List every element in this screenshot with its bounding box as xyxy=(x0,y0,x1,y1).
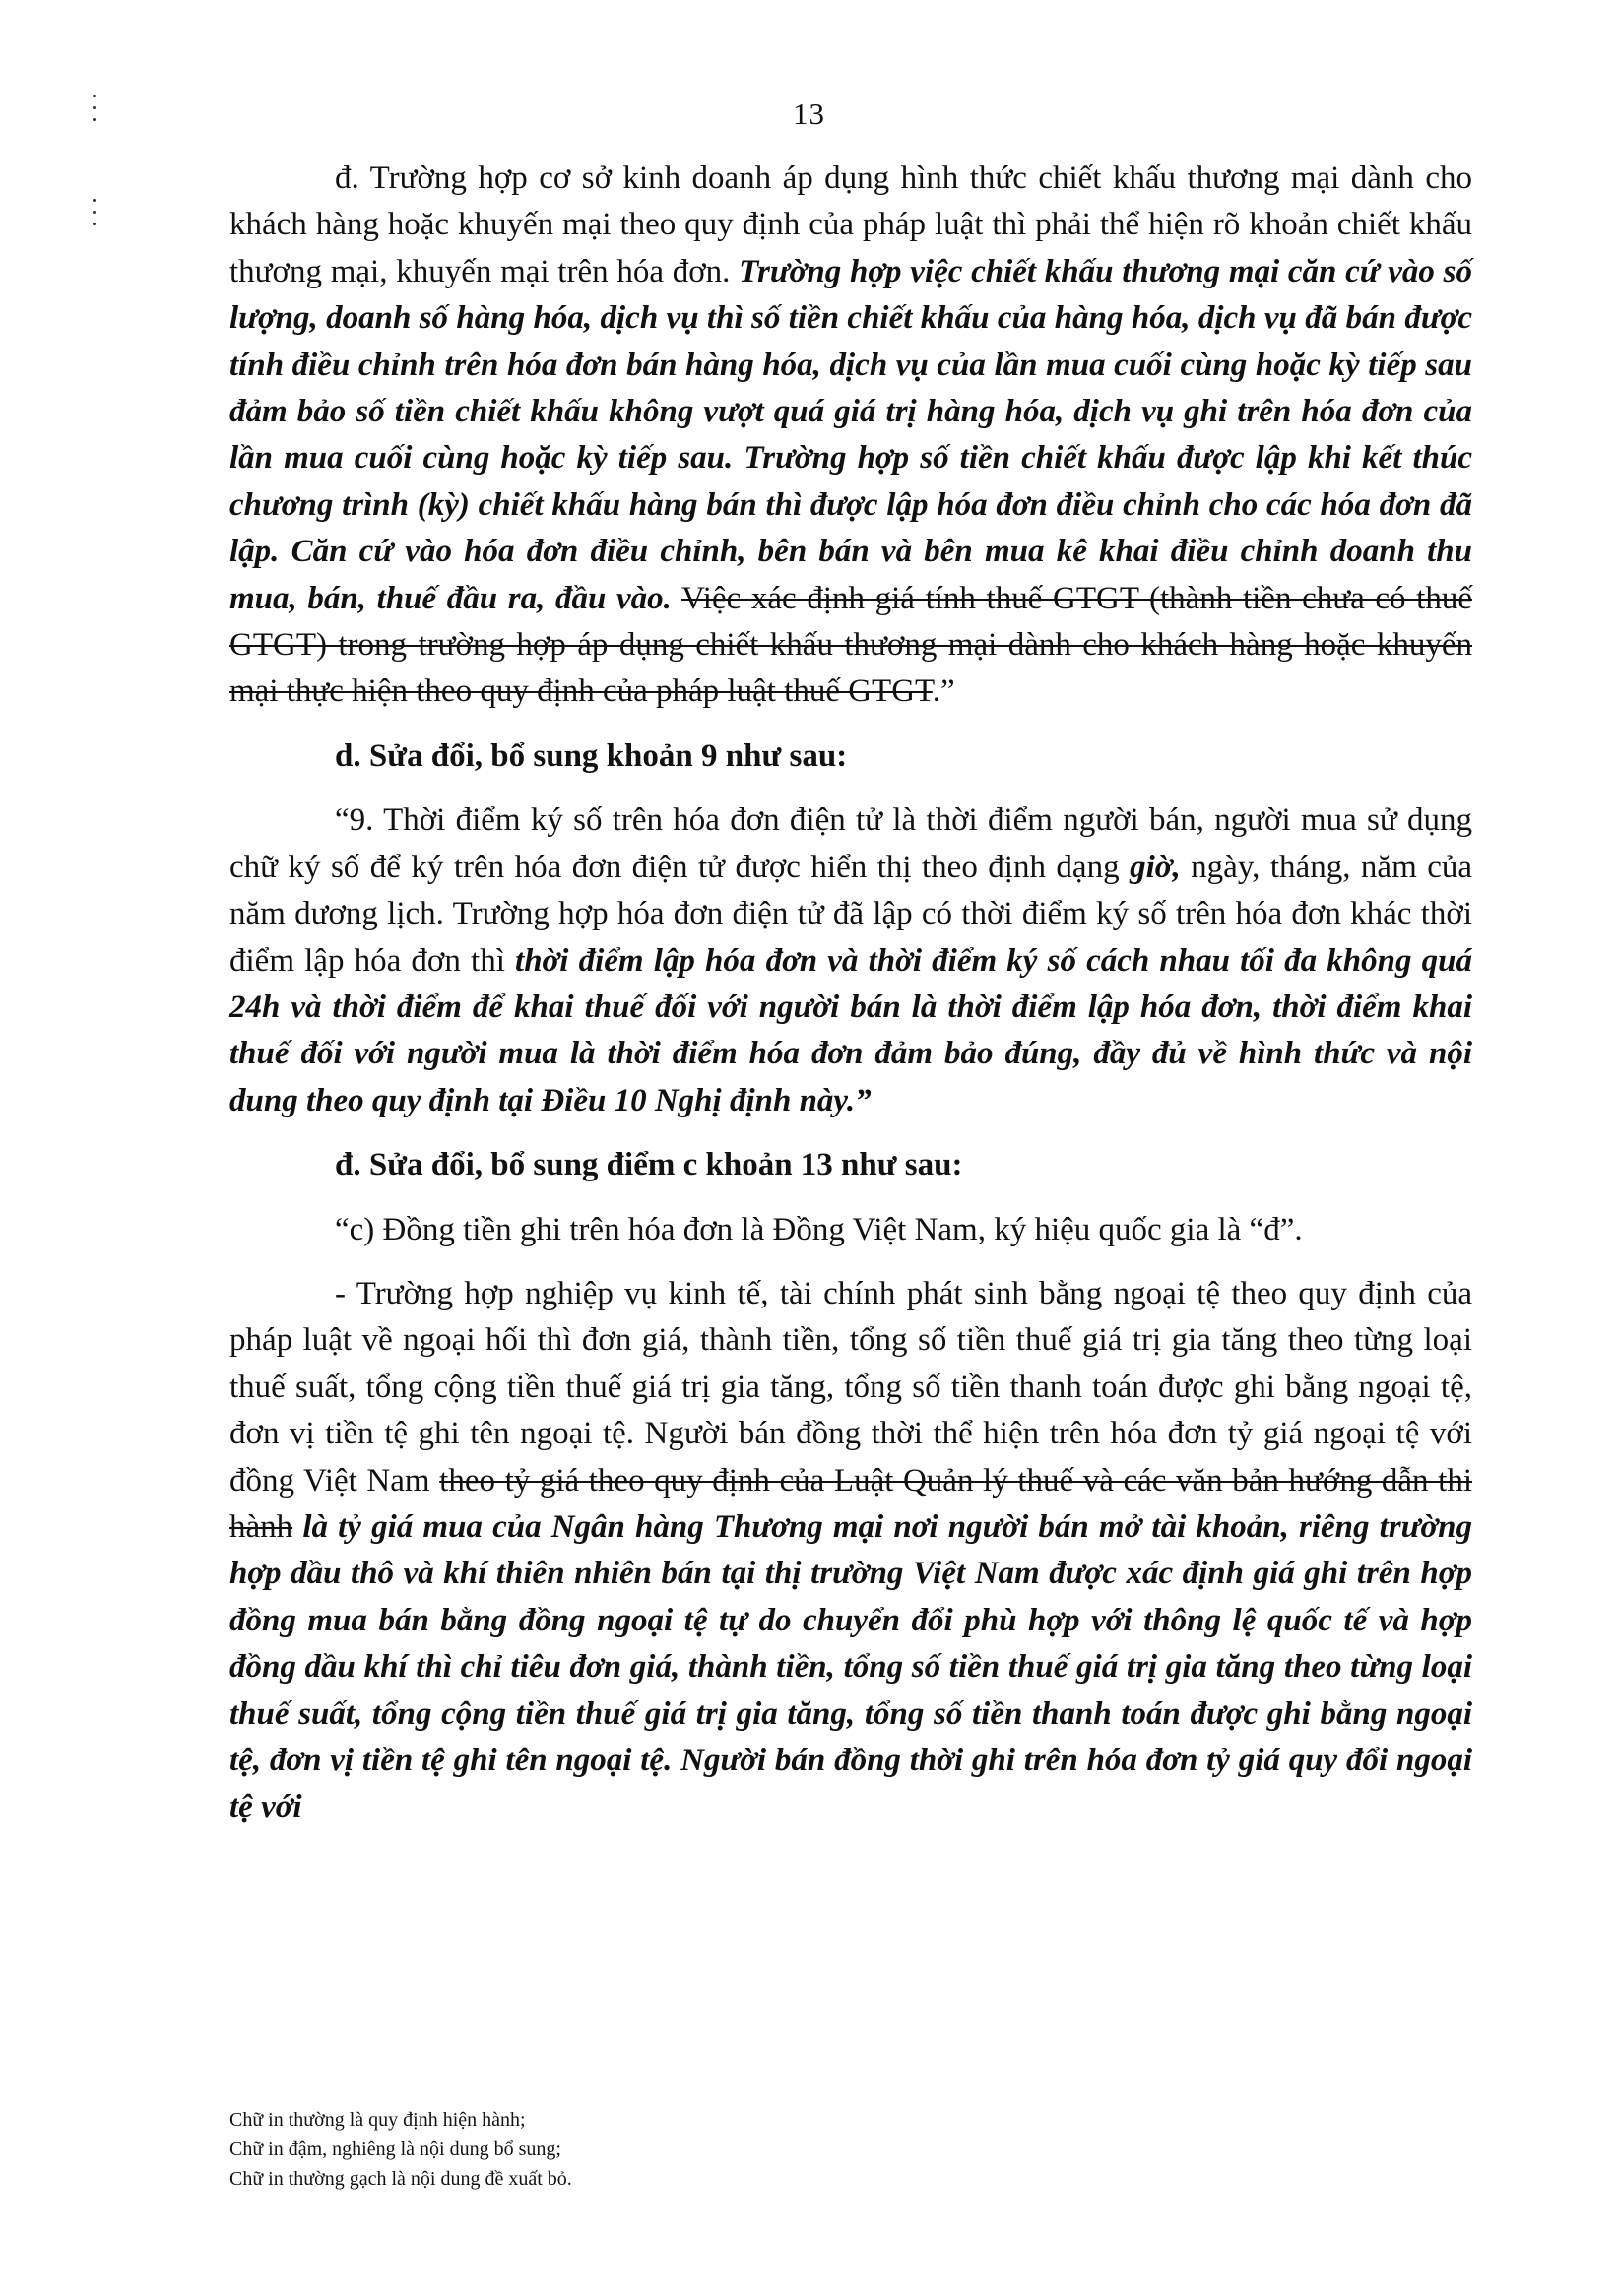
page-number: 13 xyxy=(793,96,825,131)
margin-mark xyxy=(87,195,102,230)
text-segment-normal: - Trường hợp nghiệp vụ kinh tế, tài chính phát sinh bằng ngoại tệ theo quy định của pháp luật về ngoại hối thì đơn giá, thành tiền, tổng số tiền thuế giá trị gia tăng theo từng loại thuế suất, tổng cộng tiền thuế giá trị gia tăng, tổng số tiền thanh toán được ghi bằng ngoại tệ, đơn vị tiền tệ ghi tên ngoại tệ. Người bán đồng thời thể hiện trên hóa đơn tỷ giá ngoại tệ với đồng Việt Nam xyxy=(229,1275,1472,1499)
text-segment-normal: “9. Thời điểm ký số trên hóa đơn điện tử là thời điểm người bán, người mua sử dụng chữ ký số để ký trên hóa đơn điện tử được hiển thị theo định dạng xyxy=(229,802,1472,885)
footnotes xyxy=(229,2105,1313,2194)
footnote-normal: Chữ in thường là quy định hiện hành; xyxy=(229,2109,526,2131)
text-segment-normal xyxy=(672,581,681,616)
text-segment-strike: Việc xác định giá tính thuế GTGT (thành tiền chưa có thuế GTGT) trong trường hợp áp dụng chiết khấu thương mại dành cho khách hàng hoặc khuyến mại thực hiện theo quy định của pháp luật thuế GTGT xyxy=(229,580,1472,710)
text-segment-bold-italic: giờ, xyxy=(1130,849,1181,885)
text-segment-bold-italic: là tỷ giá mua của Ngân hàng Thương mại nơi người bán mở tài khoản, riêng trường hợp dầu thô và khí thiên nhiên bán tại thị trường Việt Nam được xác định giá ghi trên hợp đồng mua bán bằng đồng ngoại tệ tự do chuyển đổi phù hợp với thông lệ quốc tế và hợp đồng dầu khí thì chỉ tiêu đơn giá, thành tiền, tổng số tiền thuế giá trị gia tăng theo từng loại thuế suất, tổng cộng tiền thuế giá trị gia tăng, tổng số tiền thanh toán được ghi bằng ngoại tệ, đơn vị tiền tệ ghi tên ngoại tệ. Người bán đồng thời ghi trên hóa đơn tỷ giá quy đổi ngoại tệ với xyxy=(229,1508,1473,1825)
text-segment-strike: theo tỷ giá theo quy định của Luật Quản lý thuế và các văn bản hướng dẫn thi hành xyxy=(229,1462,1472,1545)
paragraph-para-d-chiet-khau xyxy=(229,156,1472,716)
text-segment-bold: d. Sửa đổi, bổ sung khoản 9 như sau: xyxy=(335,737,848,774)
paragraph-para-ngoai-te xyxy=(229,1271,1472,1831)
text-segment-bold: đ. Sửa đổi, bổ sung điểm c khoản 13 như sau: xyxy=(335,1147,963,1183)
text-segment-normal: .” xyxy=(932,673,955,710)
footnote-strike: Chữ in thường gạch là nội dung đề xuất bỏ. xyxy=(229,2168,572,2190)
text-segment-normal: ngày, tháng, năm của năm dương lịch. Trường hợp hóa đơn điện tử đã lập có thời điểm ký số trên hóa đơn khác thời điểm lập hóa đơn thì xyxy=(229,849,1473,979)
text-segment-normal: “c) Đồng tiền ghi trên hóa đơn là Đồng Việt Nam, ký hiệu quốc gia là “đ”. xyxy=(335,1211,1303,1247)
section-heading-d xyxy=(229,733,1472,780)
paragraph-para-khoan-9 xyxy=(229,797,1472,1124)
text-segment-normal: đ. Trường hợp cơ sở kinh doanh áp dụng hình thức chiết khấu thương mại dành cho khách hàng hoặc khuyến mại theo quy định của pháp luật thì phải thể hiện rõ khoản chiết khấu thương mại, khuyến mại trên hóa đơn. xyxy=(229,160,1472,289)
paragraph-para-diem-c xyxy=(229,1207,1472,1253)
section-heading-dd xyxy=(229,1142,1472,1188)
footnote-bold-italic: Chữ in đậm, nghiêng là nội dung bổ sung; xyxy=(229,2138,561,2160)
text-segment-bold-italic: thời điểm lập hóa đơn và thời điểm ký số cách nhau tối đa không quá 24h và thời điểm để khai thuế đối với người bán là thời điểm lập hóa đơn, thời điểm khai thuế đối với người mua là thời điểm hóa đơn đảm bảo đúng, đầy đủ về hình thức và nội dung theo quy định tại Điều 10 Nghị định này.” xyxy=(229,942,1472,1118)
text-segment-bold-italic: Trường hợp việc chiết khấu thương mại căn cứ vào số lượng, doanh số hàng hóa, dịch vụ thì số tiền chiết khấu của hàng hóa, dịch vụ đã bán được tính điều chỉnh trên hóa đơn bán hàng hóa, dịch vụ của lần mua cuối cùng hoặc kỳ tiếp sau đảm bảo số tiền chiết khấu không vượt quá giá trị hàng hóa, dịch vụ ghi trên hóa đơn của lần mua cuối cùng hoặc kỳ tiếp sau. Trường hợp số tiền chiết khấu được lập khi kết thúc chương trình (kỳ) chiết khấu hàng bán thì được lập hóa đơn điều chỉnh cho các hóa đơn đã lập. Căn cứ vào hóa đơn điều chỉnh, bên bán và bên mua kê khai điều chỉnh doanh thu mua, bán, thuế đầu ra, đầu vào. xyxy=(229,253,1472,616)
document-body xyxy=(229,156,1472,1831)
text-segment-normal xyxy=(292,1509,302,1545)
